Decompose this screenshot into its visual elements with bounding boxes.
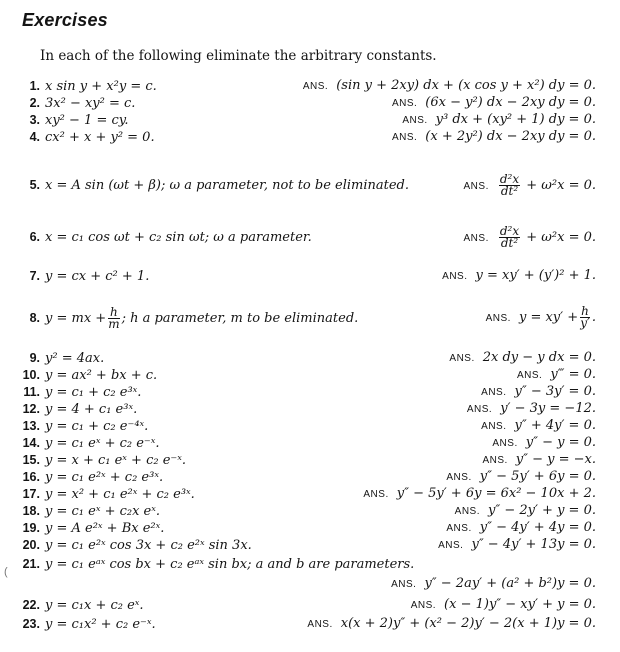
answer-label: ANS. bbox=[302, 81, 329, 92]
exercise-23 bbox=[22, 616, 156, 633]
exercise-problem: y = x + c₁ eˣ + c₂ e⁻ˣ. bbox=[45, 453, 187, 468]
answer-18 bbox=[455, 503, 596, 520]
exercise-problem: y² = 4ax. bbox=[45, 351, 105, 366]
answer-text-end: . bbox=[591, 310, 596, 325]
exercise-number: 1. bbox=[29, 79, 40, 93]
exercise-problem: y = c₁ eᵃˣ cos bx + c₂ eᵃˣ sin bx; a and b are parameters. bbox=[45, 557, 415, 572]
exercise-13 bbox=[22, 418, 148, 435]
exercise-number: 7. bbox=[29, 269, 40, 283]
exercise-15 bbox=[22, 452, 186, 469]
fraction-denominator: y′ bbox=[580, 316, 590, 330]
exercise-12 bbox=[22, 401, 137, 418]
answer-fraction bbox=[580, 306, 590, 329]
answer-17 bbox=[363, 486, 596, 503]
exercise-9 bbox=[22, 350, 104, 367]
exercise-number: 17. bbox=[22, 487, 40, 501]
answer-text: y = xy′ + (y′)² + 1. bbox=[475, 268, 596, 283]
exercise-problem: xy² − 1 = cy. bbox=[45, 113, 129, 128]
fraction-denominator: dt² bbox=[500, 236, 519, 250]
fraction-denominator: m bbox=[108, 317, 120, 331]
exercise-problem: x = c₁ cos ωt + c₂ sin ωt; ω a parameter. bbox=[45, 230, 312, 245]
exercise-number: 18. bbox=[22, 504, 40, 518]
answer-text: y″ − 2ay′ + (a² + b²)y = 0. bbox=[424, 576, 596, 591]
exercise-2 bbox=[22, 95, 135, 112]
exercise-21 bbox=[22, 556, 414, 573]
answer-2 bbox=[392, 95, 596, 112]
exercise-problem: y = c₁ eˣ + c₂x eˣ. bbox=[45, 504, 160, 519]
exercise-problem: y = c₁x + c₂ eˣ. bbox=[45, 598, 144, 613]
answer-text: + ω²x = 0. bbox=[526, 178, 596, 193]
answer-19 bbox=[446, 520, 596, 537]
exercise-number: 11. bbox=[23, 385, 40, 399]
answer-label: ANS. bbox=[454, 506, 480, 517]
answer-text: y″ − y = −x. bbox=[515, 452, 596, 467]
exercise-problem: y = c₁x² + c₂ e⁻ˣ. bbox=[45, 617, 156, 632]
exercise-17 bbox=[22, 486, 195, 503]
answer-1 bbox=[303, 78, 596, 95]
answer-12 bbox=[467, 401, 596, 418]
answer-11 bbox=[481, 384, 596, 401]
exercise-number: 3. bbox=[29, 113, 40, 127]
exercise-problem: y = c₁ e²ˣ cos 3x + c₂ e²ˣ sin 3x. bbox=[45, 538, 252, 553]
answer-22 bbox=[411, 597, 596, 614]
answer-fraction bbox=[499, 174, 520, 197]
fraction-numerator: d²x bbox=[499, 172, 520, 186]
exercise-problem: y = 4 + c₁ e³ˣ. bbox=[45, 402, 138, 417]
answer-5 bbox=[464, 164, 596, 209]
exercise-7 bbox=[22, 268, 149, 285]
exercise-problem: y = c₁ + c₂ e⁻⁴ˣ. bbox=[45, 419, 149, 434]
answer-21 bbox=[391, 576, 596, 593]
exercise-number: 21. bbox=[22, 557, 40, 571]
answer-label: ANS. bbox=[410, 600, 437, 611]
exercise-problem: y = A e²ˣ + Bx e²ˣ. bbox=[45, 521, 165, 536]
answer-text: y″ − 4y′ + 4y = 0. bbox=[479, 520, 596, 535]
exercise-11 bbox=[22, 384, 141, 401]
exercise-number: 12. bbox=[22, 402, 40, 416]
exercise-problem: y = cx + c² + 1. bbox=[45, 269, 150, 284]
answer-text: + ω²x = 0. bbox=[526, 230, 596, 245]
fraction-numerator: d²x bbox=[499, 224, 520, 238]
exercise-1 bbox=[22, 78, 157, 95]
answer-text: y″ − 2y′ + y = 0. bbox=[488, 503, 596, 518]
answer-9 bbox=[449, 350, 596, 367]
answer-text: y″ − 4y′ + 13y = 0. bbox=[471, 537, 596, 552]
exercise-problem: x = A sin (ωt + β); ω a parameter, not to be eliminated. bbox=[45, 178, 410, 193]
exercise-number: 6. bbox=[29, 230, 40, 244]
answer-14 bbox=[492, 435, 596, 452]
answer-text: x(x + 2)y″ + (x² − 2)y′ − 2(x + 1)y = 0. bbox=[340, 616, 596, 631]
exercise-number: 16. bbox=[22, 470, 40, 484]
answer-text: 2x dy − y dx = 0. bbox=[482, 350, 596, 365]
exercise-14 bbox=[22, 435, 160, 452]
answer-label: ANS. bbox=[438, 540, 464, 551]
answer-text: (6x − y²) dx − 2xy dy = 0. bbox=[425, 95, 596, 110]
exercise-number: 23. bbox=[22, 617, 40, 631]
answer-20 bbox=[438, 537, 596, 554]
exercise-8 bbox=[22, 296, 358, 341]
answer-label: ANS. bbox=[481, 387, 507, 398]
exercise-problem: y = x² + c₁ e²ˣ + c₂ e³ˣ. bbox=[45, 487, 195, 502]
fraction-numerator: h bbox=[581, 304, 589, 318]
answer-label: ANS. bbox=[446, 523, 472, 534]
exercise-number: 14. bbox=[22, 436, 40, 450]
exercise-10 bbox=[22, 367, 157, 384]
exercise-19 bbox=[22, 520, 164, 537]
answer-15 bbox=[482, 452, 596, 469]
answer-text-start: y = xy′ + bbox=[518, 310, 579, 325]
answer-label: ANS. bbox=[391, 579, 417, 590]
answer-text: y′ − 3y = −12. bbox=[500, 401, 596, 416]
exercise-number: 22. bbox=[22, 598, 40, 612]
exercise-number: 15. bbox=[22, 453, 40, 467]
answer-label: ANS. bbox=[402, 115, 428, 126]
answer-label: ANS. bbox=[391, 132, 418, 143]
instructions: In each of the following eliminate the arbitrary constants. bbox=[40, 48, 437, 64]
exercise-3 bbox=[22, 112, 129, 129]
answer-text: y″ − 5y′ + 6y = 0. bbox=[479, 469, 596, 484]
exercise-problem: y = c₁ e²ˣ + c₂ e³ˣ. bbox=[45, 470, 164, 485]
answer-label: ANS. bbox=[446, 472, 472, 483]
answer-label: ANS. bbox=[449, 353, 475, 364]
exercise-22 bbox=[22, 597, 144, 614]
exercise-16 bbox=[22, 469, 163, 486]
answer-7 bbox=[442, 268, 596, 285]
answer-label: ANS. bbox=[442, 271, 468, 282]
fraction-denominator: dt² bbox=[500, 184, 519, 198]
exercise-problem: y = c₁ + c₂ e³ˣ. bbox=[45, 385, 142, 400]
exercise-problem: y = c₁ eˣ + c₂ e⁻ˣ. bbox=[45, 436, 160, 451]
answer-label: ANS. bbox=[463, 181, 489, 192]
answer-16 bbox=[446, 469, 596, 486]
answer-10 bbox=[517, 367, 596, 384]
exercise-number: 13. bbox=[22, 419, 40, 433]
exercise-18 bbox=[22, 503, 160, 520]
answer-fraction bbox=[499, 226, 520, 249]
exercise-number: 4. bbox=[29, 130, 40, 144]
exercise-6 bbox=[22, 229, 312, 246]
answer-label: ANS. bbox=[481, 421, 507, 432]
answer-text: y″ − 3y′ = 0. bbox=[514, 384, 596, 399]
answer-label: ANS. bbox=[463, 233, 489, 244]
exercise-problem: x sin y + x²y = c. bbox=[45, 79, 157, 94]
answer-label: ANS. bbox=[307, 619, 333, 630]
exercise-number: 5. bbox=[29, 178, 40, 192]
answer-3 bbox=[402, 112, 596, 129]
exercise-number: 9. bbox=[29, 351, 40, 365]
exercise-5 bbox=[22, 177, 409, 194]
answer-text: y³ dx + (xy² + 1) dy = 0. bbox=[435, 112, 596, 127]
answer-text: y″ + 4y′ = 0. bbox=[514, 418, 596, 433]
answer-6 bbox=[464, 216, 596, 261]
answer-4 bbox=[392, 129, 596, 146]
exercise-number: 10. bbox=[22, 368, 40, 382]
answer-label: ANS. bbox=[485, 313, 511, 324]
exercise-20 bbox=[22, 537, 252, 554]
exercise-number: 8. bbox=[29, 311, 40, 325]
answer-label: ANS. bbox=[466, 404, 493, 415]
exercise-number: 20. bbox=[22, 538, 40, 552]
answer-text: y″ − y = 0. bbox=[525, 435, 596, 450]
fraction-numerator: h bbox=[110, 305, 118, 319]
answer-label: ANS. bbox=[363, 489, 389, 500]
answer-text: (x − 1)y″ − xy′ + y = 0. bbox=[444, 597, 596, 612]
answer-text: y‴ = 0. bbox=[550, 367, 596, 382]
problem-fraction bbox=[108, 307, 119, 330]
exercise-number: 19. bbox=[22, 521, 40, 535]
exercise-problem: cx² + x + y² = 0. bbox=[45, 130, 155, 145]
exercise-problem: y = ax² + bx + c. bbox=[45, 368, 158, 383]
exercise-number: 2. bbox=[29, 96, 40, 110]
section-heading: Exercises bbox=[22, 10, 108, 30]
answer-label: ANS. bbox=[516, 370, 543, 381]
answer-text: (x + 2y²) dx − 2xy dy = 0. bbox=[425, 129, 596, 144]
answer-8 bbox=[486, 296, 596, 341]
exercise-problem: 3x² − xy² = c. bbox=[45, 96, 136, 111]
answer-label: ANS. bbox=[482, 455, 508, 466]
margin-mark: ( bbox=[4, 566, 8, 578]
answer-label: ANS. bbox=[492, 438, 518, 449]
answer-label: ANS. bbox=[391, 98, 418, 109]
exercise-problem-end: ; h a parameter, m to be eliminated. bbox=[121, 311, 359, 326]
exercise-4 bbox=[22, 129, 155, 146]
answer-13 bbox=[481, 418, 596, 435]
answer-23 bbox=[307, 616, 596, 633]
answer-text: (sin y + 2xy) dx + (x cos y + x²) dy = 0. bbox=[336, 78, 596, 93]
answer-text: y″ − 5y′ + 6y = 6x² − 10x + 2. bbox=[396, 486, 596, 501]
exercise-problem-start: y = mx + bbox=[45, 311, 107, 326]
